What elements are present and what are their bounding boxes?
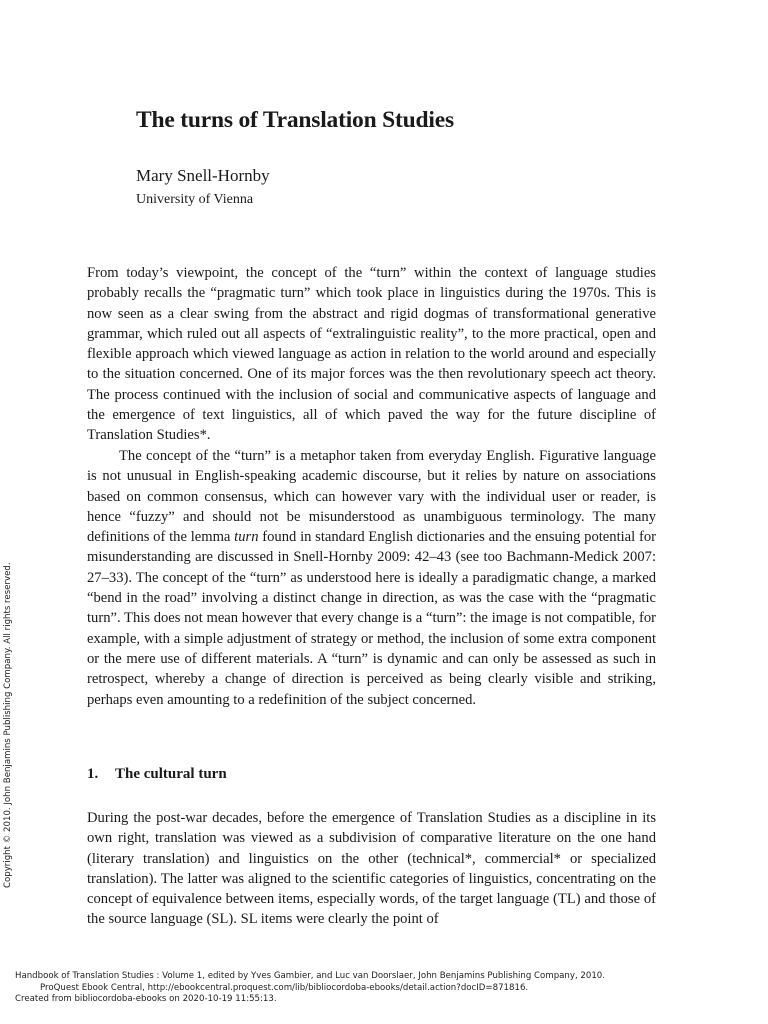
section-heading [87, 766, 227, 783]
copyright-notice: Copyright © 2010. John Benjamins Publishing Company. All rights reserved. [3, 562, 13, 888]
paragraph-cultural-turn: During the post-war decades, before the emergence of Translation Studies as a discipline in its own right, translation was viewed as a subdivision of comparative literature on the one hand (literary translation) and linguistics on the other (technical*, commercial* or specialized translation). The latter was aligned to the scientific categories of linguistics, concentrating on the concept of equivalence between items, especially words, of the target language (TL) and those of the source language (SL). SL items were clearly the point of [87, 810, 656, 928]
footer-source-url: ProQuest Ebook Central, http://ebookcentral.proquest.com/lib/bibliocordoba-ebooks/detail.action?docID=871816. [40, 982, 529, 993]
paragraph-text: found in standard English dictionaries and the ensuing potential for misunderstanding are discussed in Snell-Hornby 2009: 42–43 (see too Bachmann-Medick 2007: 27–33). The concept of the “turn” as understood here is ideally a paradigmatic change, a marked “bend in the road” involving a distinct change in direction, as was the case with the “pragmatic turn”. This does not mean however that every change is a “turn”: the image is not compatible, for example, with a simple adjustment of strategy or method, the inclusion of some extra component or the mere use of different materials. A “turn” is dynamic and can only be assessed as such in retrospect, whereby a change of direction is perceived as being clearly visible and striking, perhaps even amounting to a redefinition of the subject concerned. [87, 529, 656, 708]
section-title: The cultural turn [115, 766, 227, 782]
paragraph-intro: From today’s viewpoint, the concept of the “turn” within the context of language studies probably recalls the “pragmatic turn” which took place in linguistics during the 1970s. This is now seen as a clear swing from the abstract and rigid dogmas of transformational generative grammar, which ruled out all aspects of “extralinguistic reality”, to the more practical, open and flexible approach which viewed language as action in relation to the world around and especially to the situation concerned. One of its major forces was the then revolutionary speech act theory. The process continued with the inclusion of social and communicative aspects of language and the emergence of text linguistics, all of which paved the way for the future discipline of Translation Studies*. [87, 265, 656, 444]
footer-citation: Handbook of Translation Studies : Volume 1, edited by Yves Gambier, and Luc van Doorslaer, John Benjamins Publishing Company, 2010. [15, 971, 606, 981]
article-title: The turns of Translation Studies [136, 107, 454, 133]
section-number: 1. [87, 766, 99, 782]
author-affiliation: University of Vienna [136, 192, 254, 207]
emphasized-term: turn [234, 529, 259, 546]
paragraph-text: The concept of the “turn” is a metaphor taken from everyday English. Figurative language is not unusual in English-speaking academic discourse, but it relies by nature on associations based on common consensus, which can however vary with the individual user or reader, is hence “fuzzy” and should not be misunderstood as unambiguous terminology. The many definitions of the lemma [87, 448, 656, 546]
author-name: Mary Snell-Hornby [136, 166, 270, 185]
footer-created: Created from bibliocordoba-ebooks on 2020-10-19 11:55:13. [15, 994, 277, 1004]
page-footer [15, 971, 605, 1006]
paragraph-turn-metaphor [87, 446, 656, 710]
